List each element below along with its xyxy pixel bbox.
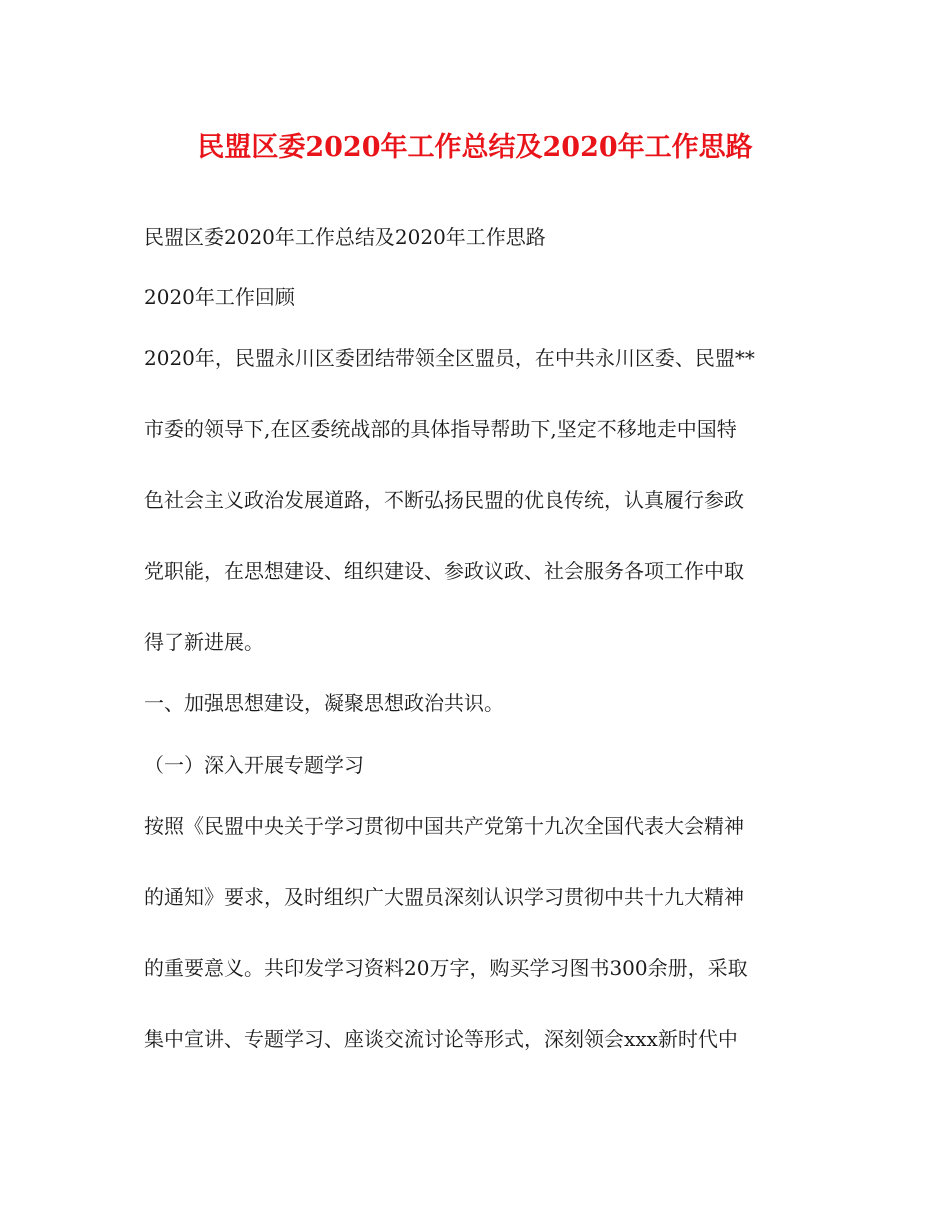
paragraph-line: 色社会主义政治发展道路，不断弘扬民盟的优良传统，认真履行参政 — [144, 488, 744, 512]
paragraph-line: 的通知》要求，及时组织广大盟员深刻认识学习贯彻中共十九大精神 — [144, 885, 744, 909]
paragraph-line: 得了新进展。 — [144, 630, 264, 654]
paragraph-line: 按照《民盟中央关于学习贯彻中国共产党第十九次全国代表大会精神 — [144, 814, 744, 838]
document-title: 民盟区委2020年工作总结及2020年工作思路 — [197, 132, 753, 163]
section-heading-review: 2020年工作回顾 — [144, 285, 295, 309]
subsection-heading-1-1: （一）深入开展专题学习 — [144, 753, 364, 777]
subtitle-line: 民盟区委2020年工作总结及2020年工作思路 — [144, 225, 546, 249]
section-heading-1: 一、加强思想建设，凝聚思想政治共识。 — [144, 691, 504, 715]
paragraph-line: 的重要意义。共印发学习资料20万字，购买学习图书300余册，采取 — [144, 956, 748, 980]
paragraph-line: 市委的领导下,在区委统战部的具体指导帮助下,坚定不移地走中国特 — [144, 417, 737, 441]
paragraph-line: 集中宣讲、专题学习、座谈交流讨论等形式，深刻领会xxx新时代中 — [144, 1027, 738, 1051]
paragraph-line: 党职能，在思想建设、组织建设、参政议政、社会服务各项工作中取 — [144, 559, 744, 583]
paragraph-line: 2020年，民盟永川区委团结带领全区盟员，在中共永川区委、民盟** — [144, 346, 755, 370]
